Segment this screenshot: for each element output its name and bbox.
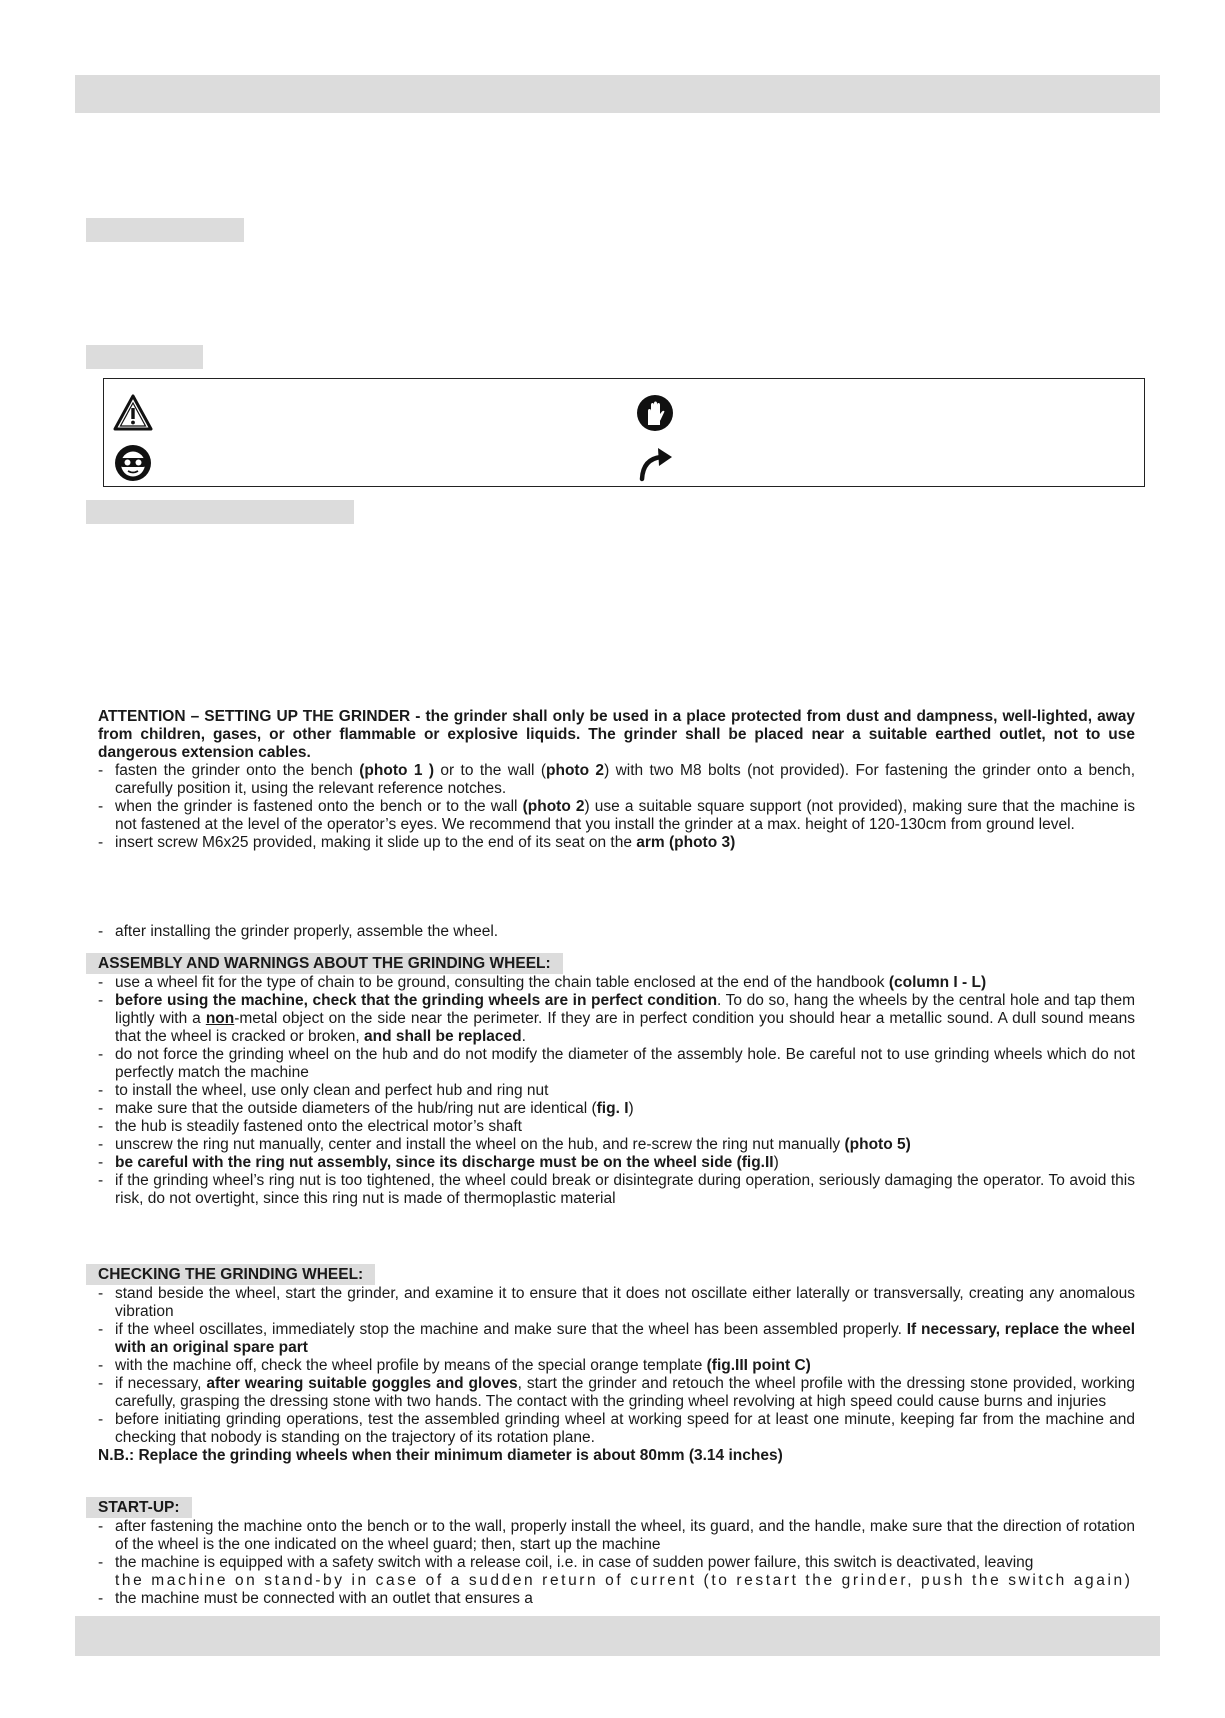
- list-item-text: unscrew the ring nut manually, center and install the wheel on the hub, and re-screw the ring nut manually: [115, 1136, 845, 1153]
- safety-symbols-box: [103, 378, 1145, 487]
- attention-lead: ATTENTION – SETTING UP THE GRINDER - the grinder shall only be used in a place protected from dust and dampness, well-lighted, away from children, gases, or other flammable or explosive liquids. The grinder shall be placed near a suitable earthed outlet, not to use dangerous extension cables.: [98, 708, 1135, 761]
- list-item-text: , start the grinder and retouch the wheel profile with the dressing stone provided, working carefully, grasping the dressing stone with two hands. The contact with the grinding wheel revolving at high speed could cause burns and injuries: [115, 1375, 1135, 1410]
- list-item: [98, 923, 1135, 941]
- after-install-text: after installing the grinder properly, assemble the wheel.: [115, 923, 499, 940]
- list-item: [98, 1375, 1135, 1411]
- emphasis-text: be careful with the ring nut assembly, since its discharge must be on the wheel side (fig.II: [115, 1154, 774, 1171]
- list-item-text: the machine must be connected with an outlet that ensures a: [115, 1590, 533, 1607]
- emphasis-text: (photo 2: [522, 798, 585, 815]
- list-item: [98, 1285, 1135, 1321]
- list-item-text: . To do so, hang the wheels by the central hole and tap them lightly with a: [115, 992, 1135, 1027]
- assembly-heading: ASSEMBLY AND WARNINGS ABOUT THE GRINDING WHEEL:: [86, 953, 563, 974]
- list-item-text: fasten the grinder onto the bench: [115, 762, 360, 779]
- list-item-text: with the machine off, check the wheel profile by means of the special orange template: [115, 1357, 707, 1374]
- emphasis-text: and shall be replaced: [364, 1028, 522, 1045]
- list-item: [98, 1118, 1135, 1136]
- list-item-text: or to the wall (: [434, 762, 547, 779]
- list-item-text: ) use a suitable square support (not provided), making sure that the machine is not fastened at the level of the operator’s eyes. We recommend that you install the grinder at a max. height of 120-130cm from ground level.: [115, 798, 1136, 833]
- list-item-text: use a wheel fit for the type of chain to be ground, consulting the chain table enclosed at the end of the handbook: [115, 974, 889, 991]
- list-item-text: to install the wheel, use only clean and perfect hub and ring nut: [115, 1082, 549, 1099]
- list-item: [98, 1321, 1135, 1357]
- list-item: [98, 1554, 1135, 1590]
- list-item: [98, 798, 1135, 834]
- section-label-placeholder: [86, 500, 354, 524]
- emphasis-text: If necessary, replace the wheel with an original spare part: [115, 1321, 1135, 1356]
- emphasis-text: after wearing suitable goggles and gloves: [206, 1375, 518, 1392]
- warning-triangle-icon: [113, 393, 153, 433]
- header-bar: [75, 75, 1160, 113]
- emphasis-text: fig. I: [596, 1100, 629, 1117]
- list-item: [98, 1136, 1135, 1154]
- list-item: [98, 1082, 1135, 1100]
- section-label-placeholder: [86, 218, 244, 242]
- list-item: [98, 974, 1135, 992]
- emphasis-text: (photo 1 ): [359, 762, 434, 779]
- startup-section: [98, 1497, 1135, 1608]
- list-item-text: -metal object on the side near the perimeter. If they are in perfect condition you should hear a metallic sound. A dull sound means that the wheel is cracked or broken,: [115, 1010, 1135, 1045]
- emphasis-text: before using the machine, check that the grinding wheels are in perfect condition: [115, 992, 718, 1009]
- list-item-text: the hub is steadily fastened onto the electrical motor’s shaft: [115, 1118, 522, 1135]
- footer-bar: [75, 1616, 1160, 1656]
- assembly-section: [98, 953, 1135, 1208]
- emphasis-text: (column I - L): [888, 974, 987, 991]
- emphasis-text: (photo 5): [844, 1136, 911, 1153]
- list-item: [98, 1154, 1135, 1172]
- checking-heading: CHECKING THE GRINDING WHEEL:: [86, 1264, 375, 1285]
- list-item-text: .: [521, 1028, 526, 1045]
- startup-list: [98, 1518, 1135, 1608]
- list-item-text: if necessary,: [115, 1375, 207, 1392]
- checking-section: [98, 1264, 1135, 1465]
- list-item: [98, 1100, 1135, 1118]
- startup-heading: START-UP:: [86, 1497, 192, 1518]
- list-item-text: ): [773, 1154, 779, 1171]
- emphasis-text: arm (photo 3): [636, 834, 736, 851]
- list-item: [98, 1518, 1135, 1554]
- list-item: [98, 992, 1135, 1046]
- list-item-text: the machine is equipped with a safety switch with a release coil, i.e. in case of sudden power failure, this switch is deactivated, leaving: [115, 1554, 1034, 1571]
- list-item: [98, 1357, 1135, 1375]
- attention-list: [98, 762, 1135, 852]
- list-item: [98, 1172, 1135, 1208]
- list-item-text: the machine on stand-by in case of a sudden return of current (to restart the grinder, push the switch again): [115, 1572, 1133, 1589]
- list-item-text: if the grinding wheel’s ring nut is too tightened, the wheel could break or disintegrate during operation, seriously damaging the operator. To avoid this risk, do not overtight, since this ring nut is made of thermoplastic material: [115, 1172, 1135, 1207]
- emphasis-text: (fig.III point C): [706, 1357, 811, 1374]
- assembly-list: [98, 974, 1135, 1208]
- list-item-text: when the grinder is fastened onto the bench or to the wall: [115, 798, 523, 815]
- list-item-text: before initiating grinding operations, test the assembled grinding wheel at working speed for at least one minute, keeping far from the machine and checking that nobody is standing on the trajectory of its rotation plane.: [115, 1411, 1135, 1446]
- list-item-text: after fastening the machine onto the bench or to the wall, properly install the wheel, its guard, and the handle, make sure that the direction of rotation of the wheel is the one indicated on the wheel guard; then, start up the machine: [115, 1518, 1135, 1553]
- emphasis-text: photo 2: [546, 762, 605, 779]
- nb-note: N.B.: Replace the grinding wheels when their minimum diameter is about 80mm (3.14 inches): [98, 1447, 783, 1464]
- gloves-icon: [635, 393, 675, 433]
- checking-list: [98, 1285, 1135, 1447]
- list-item-text: if the wheel oscillates, immediately stop the machine and make sure that the wheel has been assembled properly.: [115, 1321, 907, 1338]
- rotation-arrow-icon: [635, 443, 675, 483]
- list-item-text: insert screw M6x25 provided, making it slide up to the end of its seat on the: [115, 834, 637, 851]
- emphasis-text: non: [205, 1010, 235, 1027]
- list-item: [98, 1411, 1135, 1447]
- list-item-text: ): [628, 1100, 634, 1117]
- after-install-section: [98, 923, 1135, 941]
- attention-section: [98, 708, 1135, 852]
- list-item-text: do not force the grinding wheel on the hub and do not modify the diameter of the assembly hole. Be careful not to use grinding wheels which do not perfectly match the machine: [115, 1046, 1135, 1081]
- goggles-icon: [113, 443, 153, 483]
- list-item: [98, 834, 1135, 852]
- list-item-text: make sure that the outside diameters of the hub/ring nut are identical (: [115, 1100, 597, 1117]
- list-item: [98, 1590, 1135, 1608]
- list-item-text: stand beside the wheel, start the grinder, and examine it to ensure that it does not oscillate either laterally or transversally, creating any anomalous vibration: [115, 1285, 1135, 1320]
- section-label-placeholder: [86, 345, 203, 369]
- list-item-text: ) with two M8 bolts (not provided). For fastening the grinder onto a bench, carefully position it, using the relevant reference notches.: [115, 762, 1136, 797]
- list-item: [98, 1046, 1135, 1082]
- list-item: [98, 762, 1135, 798]
